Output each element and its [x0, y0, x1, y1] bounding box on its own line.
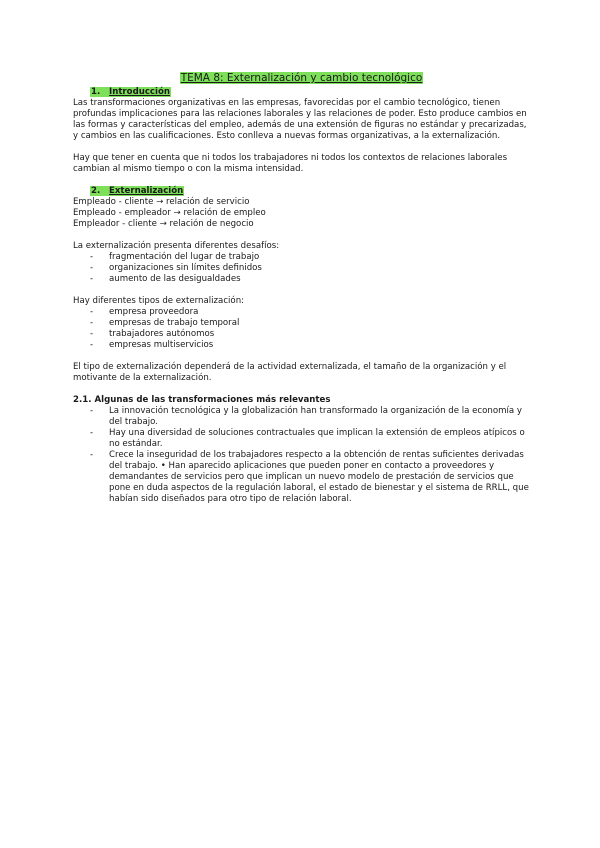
types-intro: Hay diferentes tipos de externalización: — [73, 296, 245, 306]
section-2-1-heading: 2.1. Algunas de las transformaciones más relevantes — [73, 395, 331, 405]
list-item: - aumento de las desigualdades — [90, 274, 241, 284]
transformations-list — [73, 406, 530, 505]
section-1-heading — [90, 87, 530, 98]
list-item: - trabajadores autónomos — [90, 329, 215, 339]
section-2-heading-highlight — [90, 186, 184, 196]
list-item: - La innovación tecnológica y la globalización han transformado la organización de la economía y del trabajo. — [90, 406, 522, 427]
closing-paragraph: El tipo de externalización dependerá de la actividad externalizada, el tamaño de la organización y el motivante de la externalización. — [73, 362, 507, 383]
section-2-number: 2. — [91, 186, 101, 196]
challenges-list — [73, 252, 530, 285]
intro-paragraph-1: Las transformaciones organizativas en las empresas, favorecidas por el cambio tecnológico, tienen profundas implicaciones para las relaciones laborales y las relaciones de poder. Esto produce cambios en las formas y características del empleo, además de una extensión de figuras no estándar y precarizadas, y cambios en las cualificaciones. Esto conlleva a nuevas formas organizativas, a la externalización. — [73, 98, 527, 141]
section-2-heading — [90, 186, 530, 197]
relation-line: Empleado - cliente → relación de servicio — [73, 197, 250, 207]
challenges-intro: La externalización presenta diferentes desafíos: — [73, 241, 280, 251]
section-1-heading-highlight — [90, 87, 171, 97]
section-1-number: 1. — [91, 87, 101, 97]
title-row — [73, 72, 530, 85]
list-item: - fragmentación del lugar de trabajo — [90, 252, 260, 262]
intro-paragraph-2: Hay que tener en cuenta que ni todos los trabajadores ni todos los contextos de relaciones laborales cambian al mismo tiempo o con la misma intensidad. — [73, 153, 508, 174]
relation-line: Empleador - cliente → relación de negocio — [73, 219, 254, 229]
list-item: - organizaciones sin límites definidos — [90, 263, 262, 273]
types-list — [73, 307, 530, 351]
list-item: - empresas de trabajo temporal — [90, 318, 240, 328]
list-item: - empresas multiservicios — [90, 340, 214, 350]
section-1-title: Introducción — [109, 87, 170, 97]
section-2-title: Externalización — [109, 186, 184, 196]
list-item: - Hay una diversidad de soluciones contractuales que implican la extensión de empleos atípicos o no estándar. — [90, 428, 525, 449]
list-item: - Crece la inseguridad de los trabajadores respecto a la obtención de rentas suficientes derivadas del trabajo. • Han aparecido aplicaciones que pueden poner en contacto a proveedores y demandantes de servicios pero que implican un nuevo modelo de prestación de servicios que pone en duda aspectos de la regulación laboral, el estado de bienestar y el sistema de RRLL, que habían sido diseñados para otro tipo de relación laboral. — [90, 450, 529, 504]
document-title: TEMA 8: Externalización y cambio tecnológico — [180, 72, 423, 84]
document-content — [73, 72, 530, 505]
relation-line: Empleado - empleador → relación de empleo — [73, 208, 266, 218]
list-item: - empresa proveedora — [90, 307, 199, 317]
